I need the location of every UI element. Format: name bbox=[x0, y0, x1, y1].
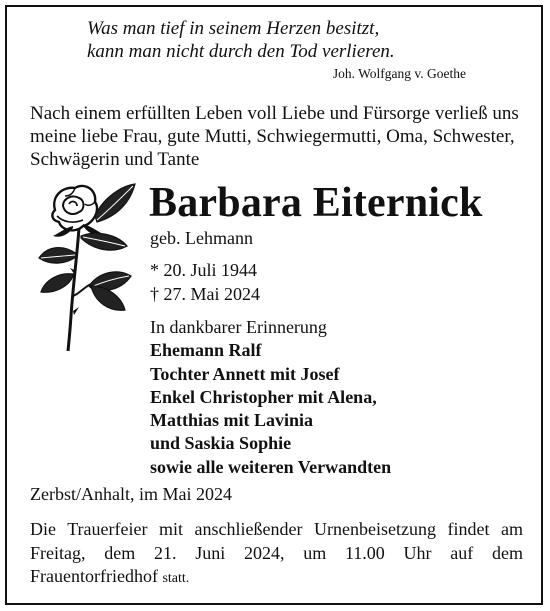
place-and-date: Zerbst/Anhalt, im Mai 2024 bbox=[30, 484, 232, 504]
life-dates bbox=[150, 258, 260, 306]
mourner-line: Ehemann Ralf bbox=[150, 340, 262, 361]
intro-line-2: meine liebe Frau, gute Mutti, Schwiegermutti, Oma, Schwester, bbox=[30, 126, 515, 147]
mourner-line: und Saskia Sophie bbox=[150, 433, 292, 454]
intro-line-1: Nach einem erfüllten Leben voll Liebe und Fürsorge verließ uns bbox=[30, 103, 519, 124]
funeral-notice bbox=[30, 518, 523, 591]
mourners-list bbox=[150, 316, 391, 479]
mourner-line: Tochter Annett mit Josef bbox=[150, 363, 340, 384]
quote-line-2: kann man nicht durch den Tod verlieren. bbox=[87, 41, 395, 62]
quote bbox=[87, 17, 467, 81]
intro-line-3: Schwägerin und Tante bbox=[30, 149, 200, 170]
funeral-text: Die Trauerfeier mit anschließender Urnenbeisetzung findet am Freitag, dem 21. Juni 2024, um 11.00 Uhr auf dem Frauentorfriedhof bbox=[30, 519, 523, 586]
intro-text bbox=[30, 102, 526, 171]
mourner-line: sowie alle weiteren Verwandten bbox=[150, 456, 392, 477]
death-date: † 27. Mai 2024 bbox=[150, 284, 260, 304]
quote-line-1: Was man tief in seinem Herzen besitzt, bbox=[87, 18, 380, 39]
rose-icon bbox=[33, 176, 138, 351]
deceased-name: Barbara Eiternick bbox=[149, 180, 483, 226]
birth-date: * 20. Juli 1944 bbox=[150, 260, 258, 280]
mourner-line: Matthias mit Lavinia bbox=[150, 410, 314, 431]
quote-author: Joh. Wolfgang v. Goethe bbox=[332, 66, 466, 81]
maiden-name: geb. Lehmann bbox=[150, 228, 253, 248]
mourners-lead: In dankbarer Erinnerung bbox=[150, 317, 327, 337]
funeral-text-tail: statt. bbox=[162, 571, 190, 586]
mourner-line: Enkel Christopher mit Alena, bbox=[150, 386, 377, 407]
